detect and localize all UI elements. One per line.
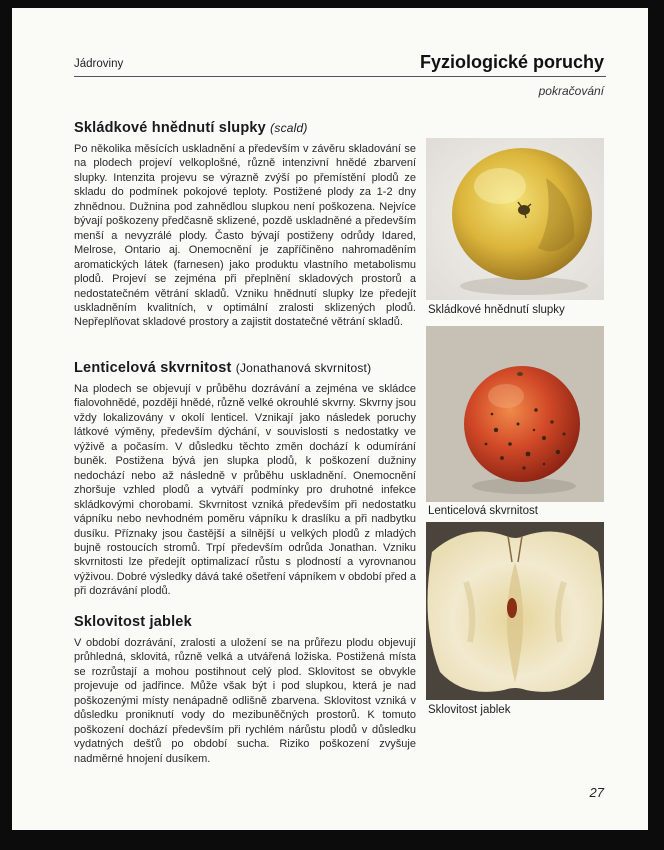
figure-caption: Lenticelová skvrnitost [428,505,538,517]
section-watercore [74,614,416,766]
photo-watercore-apple [426,522,604,700]
section-body: Po několika měsících uskladnění a především v závěru skladování se na plodech projeví velkoplošné, různě intenzivní hnědé zbarvení slupky. Intenzita projevu se výrazně zvýší po přemístění plodů ze skladu do podmínek pokojové teploty. Postižené plody za 1-2 dny zhnědnou. Dužnina pod zahnědlou slupkou není poškozena. Nejvíce bývají poškozeny předčasně sklizené, pozdě uskladněné a především menší a nevyzrálé plody. Často bývají postiženy odrůdy Idared, Melrose, Ontario aj. Onemocnění je zapříčiněno nahromaděním aromatických látek (farnesen) jako produktu vlastního metabolismu plodů. Projeví se zejména při přeplnění skladových prostorů a nedostatečném větrání skladů. Vzniku hnědnutí slupky lze předejít uskladněním kvalitních, v optimální zralosti sklizených plodů. Nepřeplňovat skladové prostory a zajistit dostatečné větrání skladů. [74,143,416,329]
section-lenticel-spot [74,360,416,599]
photo-lenticel-apple [426,326,604,502]
photo-scald-apple [426,138,604,300]
section-title-note: (Jonathanová skvrnitost) [235,361,372,375]
section-title [74,120,416,136]
page-subtitle: pokračování [538,84,604,98]
section-title-text: Skládkové hnědnutí slupky [74,120,266,136]
figure-caption: Skládkové hnědnutí slupky [428,304,565,316]
section-body: V období dozrávání, zralosti a uložení se na průřezu plodu objevují průhledná, sklovitá, různě velká a utvářená ložiska. Postižená místa se rozrůstají a mohou postihnout celý plod. Sklovitost se obvykle projevuje od jadřince. Může však být i pod slupkou, která je nad poškozenými místy nenápadně odlišně zbarvena. Sklovitost vzniká v důsledku proniknutí vody do mezibuněčných prostorů. K tomuto poškození dochází především při rychlém nárůstu plodů v důsledku vydatných dešťů po období sucha. Riziko poškození zvyšuje nadměrné hnojení dusíkem. [74,637,416,765]
section-title [74,614,416,630]
section-title [74,360,416,376]
page-title: Fyziologické poruchy [419,52,604,72]
section-title-note: (scald) [270,121,308,135]
section-title-text: Lenticelová skvrnitost [74,360,232,376]
page-number: 27 [589,785,604,800]
figure-caption: Sklovitost jablek [428,704,511,716]
header-divider [74,76,606,77]
page [12,8,648,830]
section-body: Na plodech se objevují v průběhu dozrávání a zejména ve skládce fialovohnědé, později hnědé, různě velké okrouhlé skvrny. Skvrny jsou vždy lokalizovány v okolí lenticel. Vznikají jako následek poruchy látkové výměny, především dýchání, v souvislosti s nedostatky ve výživě a počasím. V důsledku těchto změn dochází k odumírání buněk. Postižena bývá jen slupka plodů, k poškození dužniny nedochází nebo až následně v průběhu uskladnění. Onemocnění zhoršuje vzhled plodů a vytváří podmínky pro druhotné infekce skládkovými chorobami. Skvrnitost vzniká především při nedostatku vápníku nebo nevhodném poměru vápníku k draslíku a při nadbytku dusíku. Příznaky jsou častější a silnější u velkých plodů z mladých bujně rostoucích stromů. Trpí především odrůda Jonathan. Vzniku skvrnitosti lze předejít optimalizací růstu s plodností a vyrovnanou výživou. Dobré výsledky dává také ošetření vápníkem v období před a při dozrávání plodů. [74,383,416,598]
section-title-text: Sklovitost jablek [74,614,192,630]
section-scald [74,120,416,330]
header-section-label: Jádroviny [74,58,124,70]
